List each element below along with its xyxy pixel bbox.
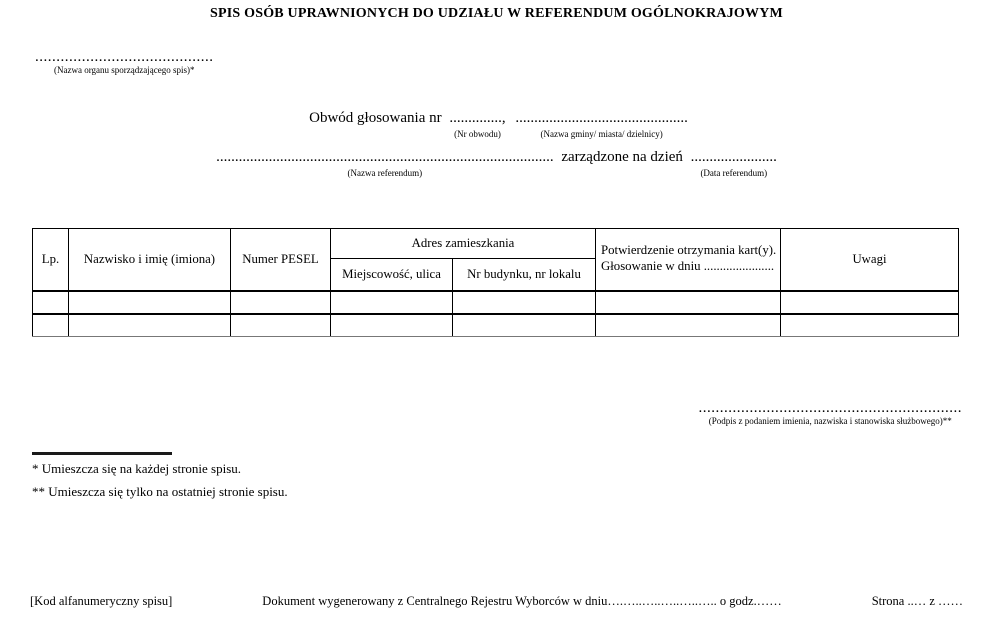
district-name-field — [515, 110, 688, 139]
empty-cell — [69, 314, 231, 337]
referendum-date-caption: (Data referendum) — [700, 168, 768, 178]
table-row — [33, 314, 959, 337]
empty-cell — [33, 291, 69, 314]
footnote-divider — [32, 452, 172, 455]
column-header-city-street: Miejscowość, ulica — [331, 259, 453, 291]
empty-cell — [781, 314, 959, 337]
referendum-date-field — [690, 149, 777, 178]
column-header-building: Nr budynku, nr lokalu — [453, 259, 596, 291]
org-name-caption: (Nazwa organu sporządzającego spis)* — [53, 65, 195, 75]
column-header-remarks: Uwagi — [781, 229, 959, 291]
column-header-lp: Lp. — [33, 229, 69, 291]
footer-page-number: Strona ..… z …… — [871, 594, 963, 608]
signature-field — [699, 401, 963, 426]
org-name-dotted-line: .......................................... — [35, 49, 214, 65]
voters-table — [32, 228, 959, 337]
district-number-caption: (Nr obwodu) — [454, 129, 501, 139]
referendum-name-field — [216, 149, 554, 178]
column-header-name: Nazwisko i imię (imiona) — [69, 229, 231, 291]
table-header-row-top — [33, 229, 959, 259]
district-line — [0, 110, 993, 139]
org-name-field — [35, 50, 214, 75]
empty-cell — [69, 291, 231, 314]
referendum-name-dotted-line: .......................................................................................... — [216, 149, 554, 165]
empty-cell — [781, 291, 959, 314]
district-number-dotted-line: .............., — [449, 110, 506, 126]
page-footer — [30, 594, 963, 609]
referendum-name-caption: (Nazwa referendum) — [347, 168, 423, 178]
referendum-line — [0, 149, 993, 178]
footnote-last-page: ** Umieszcza się tylko na ostatniej stronie spisu. — [32, 484, 288, 499]
district-name-caption: (Nazwa gminy/ miasta/ dzielnicy) — [540, 129, 663, 139]
column-header-confirmation — [596, 229, 781, 291]
document-title: SPIS OSÓB UPRAWNIONYCH DO UDZIAŁU W REFERENDUM OGÓLNOKRAJOWYM — [210, 6, 783, 21]
empty-cell — [596, 314, 781, 337]
empty-cell — [453, 314, 596, 337]
referendum-date-label: zarządzone na dzień — [561, 149, 683, 165]
empty-cell — [231, 291, 331, 314]
district-label: Obwód głosowania nr — [309, 110, 442, 126]
empty-cell — [596, 291, 781, 314]
signature-caption: (Podpis z podaniem imienia, nazwiska i stanowiska służbowego)** — [708, 416, 952, 426]
footer-generated-info: Dokument wygenerowany z Centralnego Rejestru Wyborców w dniu….…..…..…..…..….. o godz.…… — [262, 594, 782, 608]
footnote-every-page: * Umieszcza się na każdej stronie spisu. — [32, 461, 242, 476]
empty-cell — [331, 314, 453, 337]
signature-dotted-line: .............................................................. — [698, 400, 962, 416]
column-header-address-group: Adres zamieszkania — [331, 229, 596, 259]
empty-cell — [453, 291, 596, 314]
confirmation-header-line2: Głosowanie w dniu ...................... — [601, 259, 775, 274]
referendum-date-dotted-line: ....................... — [690, 149, 777, 165]
empty-cell — [331, 291, 453, 314]
empty-cell — [33, 314, 69, 337]
district-number-field — [449, 110, 506, 139]
footer-list-code: [Kod alfanumeryczny spisu] — [30, 594, 173, 608]
confirmation-header-line1: Potwierdzenie otrzymania kart(y). — [601, 243, 777, 258]
column-header-pesel: Numer PESEL — [231, 229, 331, 291]
empty-cell — [231, 314, 331, 337]
district-name-dotted-line: .............................................. — [515, 110, 688, 126]
table-row — [33, 291, 959, 314]
